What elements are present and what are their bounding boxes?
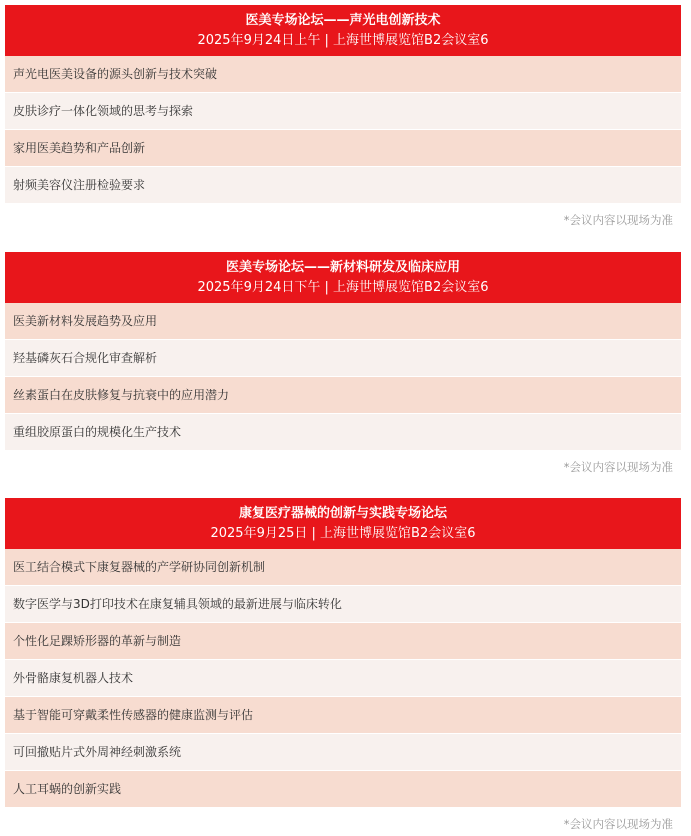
forum-section-3 [5,498,681,832]
topic-item: 数字医学与3D打印技术在康复辅具领域的最新进展与临床转化 [5,586,681,622]
topic-item: 医工结合模式下康复器械的产学研协同创新机制 [5,549,681,585]
forum-title: 医美专场论坛——声光电创新技术 [245,13,441,28]
forum-title: 医美专场论坛——新材料研发及临床应用 [225,260,460,275]
topic-item: 射频美容仪注册检验要求 [5,167,681,203]
topic-item: 家用医美趋势和产品创新 [5,130,681,166]
forum-header [5,5,681,56]
forum-subtitle: 2025年9月24日上午 | 上海世博展览馆B2会议室6 [197,33,489,48]
forum-header [5,498,681,549]
disclaimer-note: *会议内容以现场为准 [563,213,673,227]
forum-header [5,252,681,303]
disclaimer-note: *会议内容以现场为准 [563,460,673,474]
topic-item: 可回撤贴片式外周神经刺激系统 [5,734,681,770]
topic-item: 丝素蛋白在皮肤修复与抗衰中的应用潜力 [5,377,681,413]
topic-item: 重组胶原蛋白的规模化生产技术 [5,414,681,450]
topic-item: 医美新材料发展趋势及应用 [5,303,681,339]
topic-item: 声光电医美设备的源头创新与技术突破 [5,56,681,92]
forum-subtitle: 2025年9月25日 | 上海世博展览馆B2会议室6 [210,526,476,541]
topic-item: 皮肤诊疗一体化领域的思考与探索 [5,93,681,129]
topic-item: 羟基磷灰石合规化审查解析 [5,340,681,376]
topic-list [5,549,681,807]
forum-section-2 [5,252,681,475]
topic-list [5,56,681,203]
topic-item: 基于智能可穿戴柔性传感器的健康监测与评估 [5,697,681,733]
forum-title: 康复医疗器械的创新与实践专场论坛 [238,506,447,521]
topic-item: 个性化足踝矫形器的革新与制造 [5,623,681,659]
topic-item: 外骨骼康复机器人技术 [5,660,681,696]
topic-item: 人工耳蜗的创新实践 [5,771,681,807]
disclaimer-note: *会议内容以现场为准 [563,817,673,831]
forum-section-1 [5,5,681,228]
topic-list [5,303,681,450]
forum-subtitle: 2025年9月24日下午 | 上海世博展览馆B2会议室6 [197,280,489,295]
